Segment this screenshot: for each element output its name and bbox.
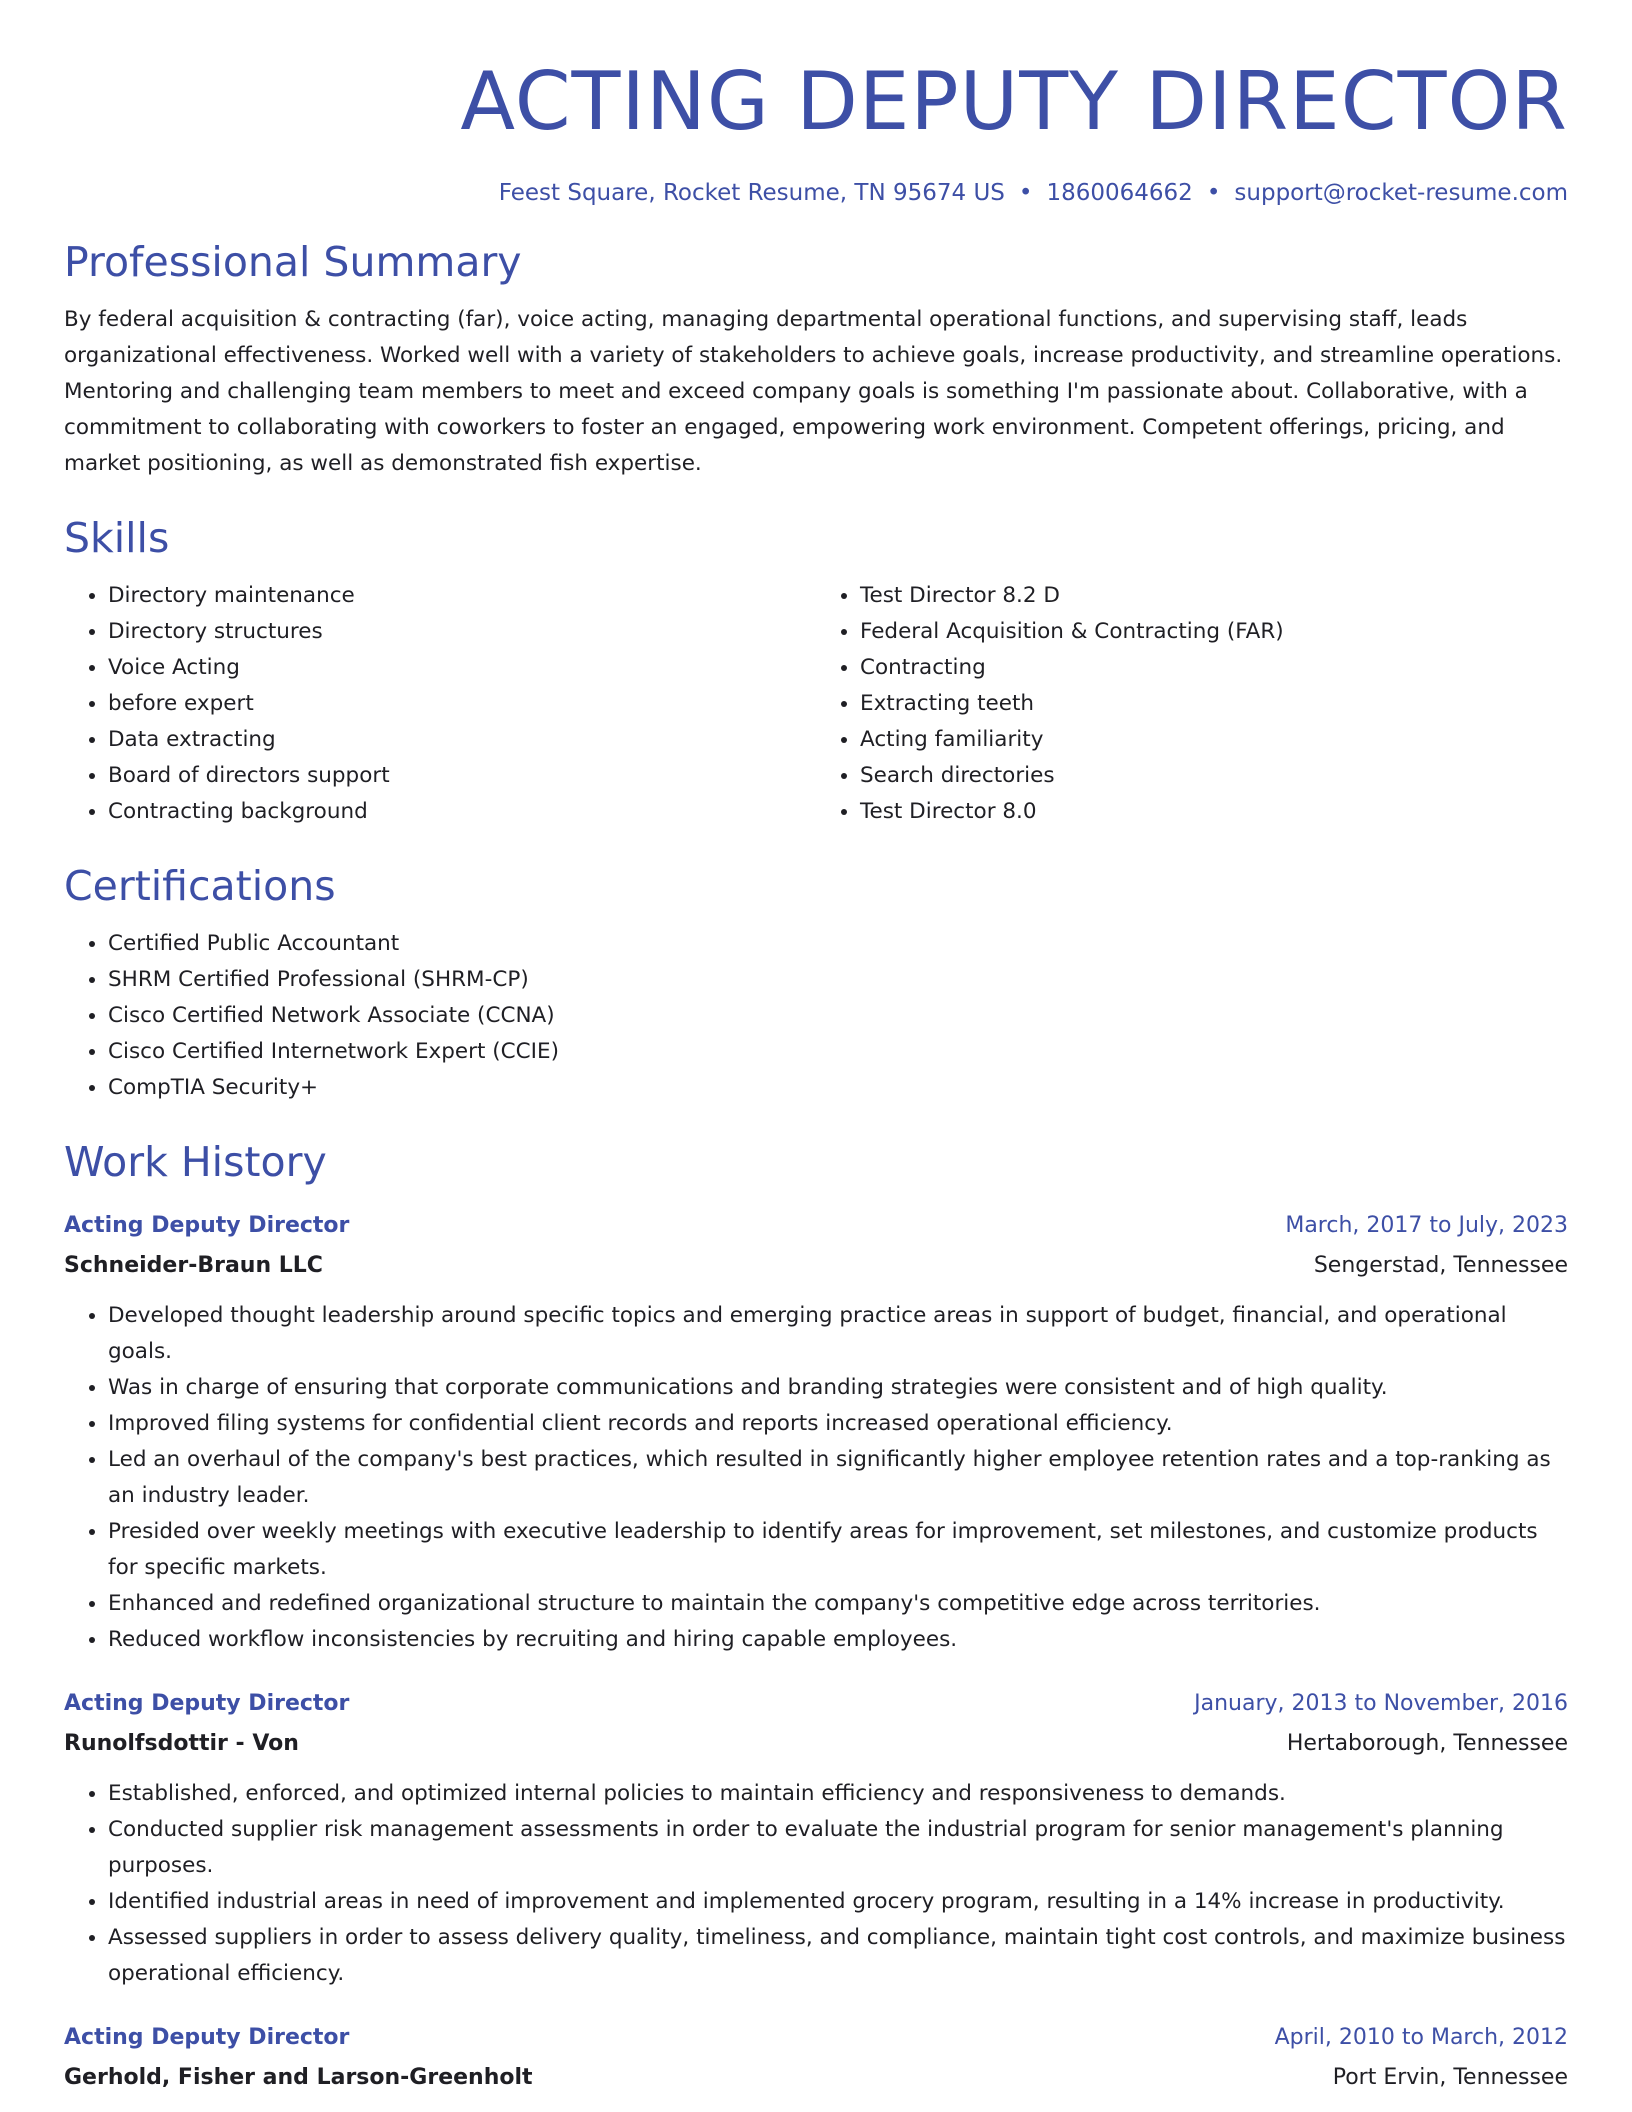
job-dates: January, 2013 to November, 2016 bbox=[1194, 1691, 1568, 1716]
summary-text: By federal acquisition & contracting (far), voice acting, managing departmental operational functions, and supervising staff, leads organizational effectiveness. Worked well with a variety of stakeholders to achieve goals, increase productivity, and streamline operations. Mentoring and challenging team members to meet and exceed company goals is something I'm passionate about. Collaborative, with a commitment to collaborating with coworkers to foster an engaged, empowering work environment. Competent offerings, pricing, and market positioning, as well as demonstrated fish expertise. bbox=[64, 307, 1563, 476]
separator-dot: • bbox=[1206, 180, 1221, 206]
summary-heading: Professional Summary bbox=[64, 238, 522, 286]
skill-item: • before expert bbox=[108, 686, 816, 722]
skill-item: • Contracting background bbox=[108, 794, 816, 830]
skill-item: • Extracting teeth bbox=[860, 686, 1568, 722]
job-bullet: • Assessed suppliers in order to assess delivery quality, timeliness, and compliance, maintain tight cost controls, and maximize business operational efficiency. bbox=[108, 1920, 1568, 1992]
job-location: Port Ervin, Tennessee bbox=[1332, 2065, 1568, 2090]
job-title: Acting Deputy Director bbox=[64, 1691, 350, 1716]
job-location: Hertaborough, Tennessee bbox=[1286, 1731, 1568, 1756]
job-title-row bbox=[64, 1684, 1568, 1724]
job-company: Gerhold, Fisher and Larson-Greenholt bbox=[64, 2065, 533, 2090]
contact-line bbox=[64, 178, 1568, 208]
job-title-row bbox=[64, 2018, 1568, 2058]
certification-item: • CompTIA Security+ bbox=[108, 1070, 1568, 1106]
job-bullets bbox=[64, 1298, 1568, 1658]
job-bullet: • Conducted supplier risk management assessments in order to evaluate the industrial program for senior management's planning purposes. bbox=[108, 1812, 1568, 1884]
candidate-name: ACTING DEPUTY DIRECTOR bbox=[460, 55, 1568, 148]
job-company: Runolfsdottir - Von bbox=[64, 1731, 299, 1756]
job-bullets bbox=[64, 1776, 1568, 1992]
skill-item: • Board of directors support bbox=[108, 758, 816, 794]
job-bullet: • Was in charge of ensuring that corporate communications and branding strategies were consistent and of high quality. bbox=[108, 1370, 1568, 1406]
job-company-row bbox=[64, 2058, 1568, 2098]
job-location: Sengerstad, Tennessee bbox=[1313, 1253, 1568, 1278]
job-title: Acting Deputy Director bbox=[64, 1213, 350, 1238]
job-dates: March, 2017 to July, 2023 bbox=[1285, 1213, 1568, 1238]
certifications-heading: Certifications bbox=[64, 862, 336, 910]
job-bullet: • Presided over weekly meetings with executive leadership to identify areas for improvement, set milestones, and customize products for specific markets. bbox=[108, 1514, 1568, 1586]
job-title-row bbox=[64, 1206, 1568, 1246]
job-bullet: • Established, enforced, and optimized internal policies to maintain efficiency and responsiveness to demands. bbox=[108, 1776, 1568, 1812]
address-text: Feest Square, Rocket Resume, TN 95674 US bbox=[498, 180, 1005, 206]
separator-dot: • bbox=[1018, 180, 1033, 206]
skill-item: • Directory maintenance bbox=[108, 578, 816, 614]
skill-item: • Contracting bbox=[860, 650, 1568, 686]
skills-grid bbox=[64, 578, 1568, 830]
skills-list-left bbox=[64, 578, 816, 830]
job-dates: April, 2010 to March, 2012 bbox=[1274, 2025, 1568, 2050]
job-bullet: • Led an overhaul of the company's best practices, which resulted in significantly higher employee retention rates and a top-ranking as an industry leader. bbox=[108, 1442, 1568, 1514]
skills-list-right bbox=[816, 578, 1568, 830]
job-company-row bbox=[64, 1246, 1568, 1286]
job-entry bbox=[64, 2018, 1568, 2098]
skill-item: • Directory structures bbox=[108, 614, 816, 650]
certifications-list bbox=[64, 926, 1568, 1106]
email-link[interactable]: support@rocket-resume.com bbox=[1234, 180, 1568, 206]
certification-item: • SHRM Certified Professional (SHRM-CP) bbox=[108, 962, 1568, 998]
job-bullet: • Improved filing systems for confidential client records and reports increased operational efficiency. bbox=[108, 1406, 1568, 1442]
skill-item: • Federal Acquisition & Contracting (FAR) bbox=[860, 614, 1568, 650]
job-bullet: • Reduced workflow inconsistencies by recruiting and hiring capable employees. bbox=[108, 1622, 1568, 1658]
skill-item: • Test Director 8.2 D bbox=[860, 578, 1568, 614]
job-bullet: • Developed thought leadership around specific topics and emerging practice areas in support of budget, financial, and operational goals. bbox=[108, 1298, 1568, 1370]
job-entry bbox=[64, 1206, 1568, 1658]
skills-heading: Skills bbox=[64, 514, 170, 562]
job-bullet: • Identified industrial areas in need of improvement and implemented grocery program, resulting in a 14% increase in productivity. bbox=[108, 1884, 1568, 1920]
job-company-row bbox=[64, 1724, 1568, 1764]
job-title: Acting Deputy Director bbox=[64, 2025, 350, 2050]
certification-item: • Cisco Certified Internetwork Expert (CCIE) bbox=[108, 1034, 1568, 1070]
skill-item: • Test Director 8.0 bbox=[860, 794, 1568, 830]
certification-item: • Certified Public Accountant bbox=[108, 926, 1568, 962]
skill-item: • Search directories bbox=[860, 758, 1568, 794]
job-company: Schneider-Braun LLC bbox=[64, 1253, 323, 1278]
resume-header bbox=[64, 52, 1568, 208]
skill-item: • Acting familiarity bbox=[860, 722, 1568, 758]
phone-text: 1860064662 bbox=[1046, 180, 1193, 206]
skill-item: • Voice Acting bbox=[108, 650, 816, 686]
certification-item: • Cisco Certified Network Associate (CCNA) bbox=[108, 998, 1568, 1034]
job-entry bbox=[64, 1684, 1568, 1992]
work-history-heading: Work History bbox=[64, 1138, 327, 1186]
job-bullet: • Enhanced and redefined organizational structure to maintain the company's competitive edge across territories. bbox=[108, 1586, 1568, 1622]
skill-item: • Data extracting bbox=[108, 722, 816, 758]
